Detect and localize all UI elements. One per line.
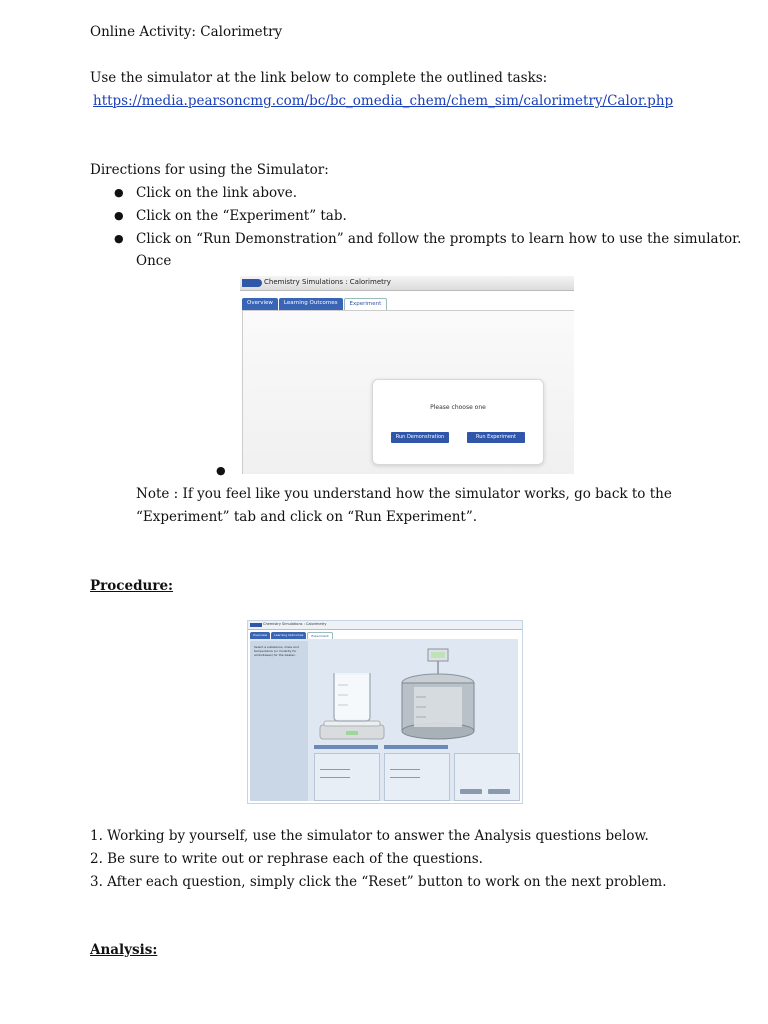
bullet-icon: ● [114,209,124,222]
start-button [460,789,482,794]
tab-experiment: Experiment [344,298,388,310]
bullet-icon: ● [216,464,226,477]
tab-learning-outcomes: Learning Outcomes [271,632,306,639]
list-item: Click on “Run Demonstration” and follow the prompts to learn how to use the simulator. [136,231,742,247]
mass-slider [320,769,350,770]
window-titlebar [240,276,574,291]
mass-slider [390,769,420,770]
balance-display [346,731,358,735]
thermometer-readout [431,652,445,658]
list-item: Click on the “Experiment” tab. [136,208,347,224]
reset-button [488,789,510,794]
dialog-prompt: Please choose one [430,404,486,411]
bullet-icon: ● [114,186,124,199]
run-demonstration-button: Run Demonstration [391,432,449,443]
simulator-controls [314,745,518,801]
analysis-heading: Analysis: [90,942,158,958]
tab-learning-outcomes: Learning Outcomes [279,298,343,310]
list-item: Click on the link above. [136,185,298,201]
beaker-glass [335,675,369,719]
step-3: 3. After each question, simply click the “Reset” button to work on the next problem. [90,874,667,890]
note-line-1: Note : If you feel like you understand how the simulator works, go back to the [136,486,672,502]
step-2: 2. Be sure to write out or rephrase each of the questions. [90,851,483,867]
directions-heading: Directions for using the Simulator: [90,162,329,178]
temp-slider [390,777,420,778]
intro-text: Use the simulator at the link below to complete the outlined tasks: [90,70,548,86]
window-titlebar [248,621,522,630]
list-item-continuation: Once [136,253,172,269]
arrow-icon [250,623,262,627]
tab-bar [242,298,388,310]
choose-dialog [372,379,544,465]
step-1: 1. Working by yourself, use the simulator to answer the Analysis questions below. [90,828,649,844]
calorimeter-illustration [312,643,518,743]
tab-experiment: Experiment [307,632,332,639]
bullet-icon: ● [114,232,124,245]
controls-tab-strip [384,745,448,749]
document-title: Online Activity: Calorimetry [90,24,283,40]
simulator-screenshot-choose [240,276,574,474]
run-experiment-button: Run Experiment [467,432,525,443]
tab-overview: Overview [250,632,270,639]
instructions-sidebar [250,641,308,801]
balance-pan [324,721,380,726]
tab-bar [250,632,334,639]
note-line-2: “Experiment” tab and click on “Run Experiment”. [136,509,478,525]
window-title: Chemistry Simulations : Calorimetry [263,622,327,626]
sidebar-text: Select a substance, mass and temperature (or molarity for acids/bases) for the beaker. [254,645,299,657]
tab-overview: Overview [242,298,278,310]
controls-tab-strip [314,745,378,749]
simulator-link[interactable]: https://media.pearsoncmg.com/bc/bc_omedia_chem/chem_sim/calorimetry/Calor.php [93,93,674,109]
temp-slider [320,777,350,778]
procedure-heading: Procedure: [90,578,174,594]
simulator-screenshot-experiment [247,620,523,804]
arrow-icon [242,279,262,287]
window-title: Chemistry Simulations : Calorimetry [264,278,391,286]
